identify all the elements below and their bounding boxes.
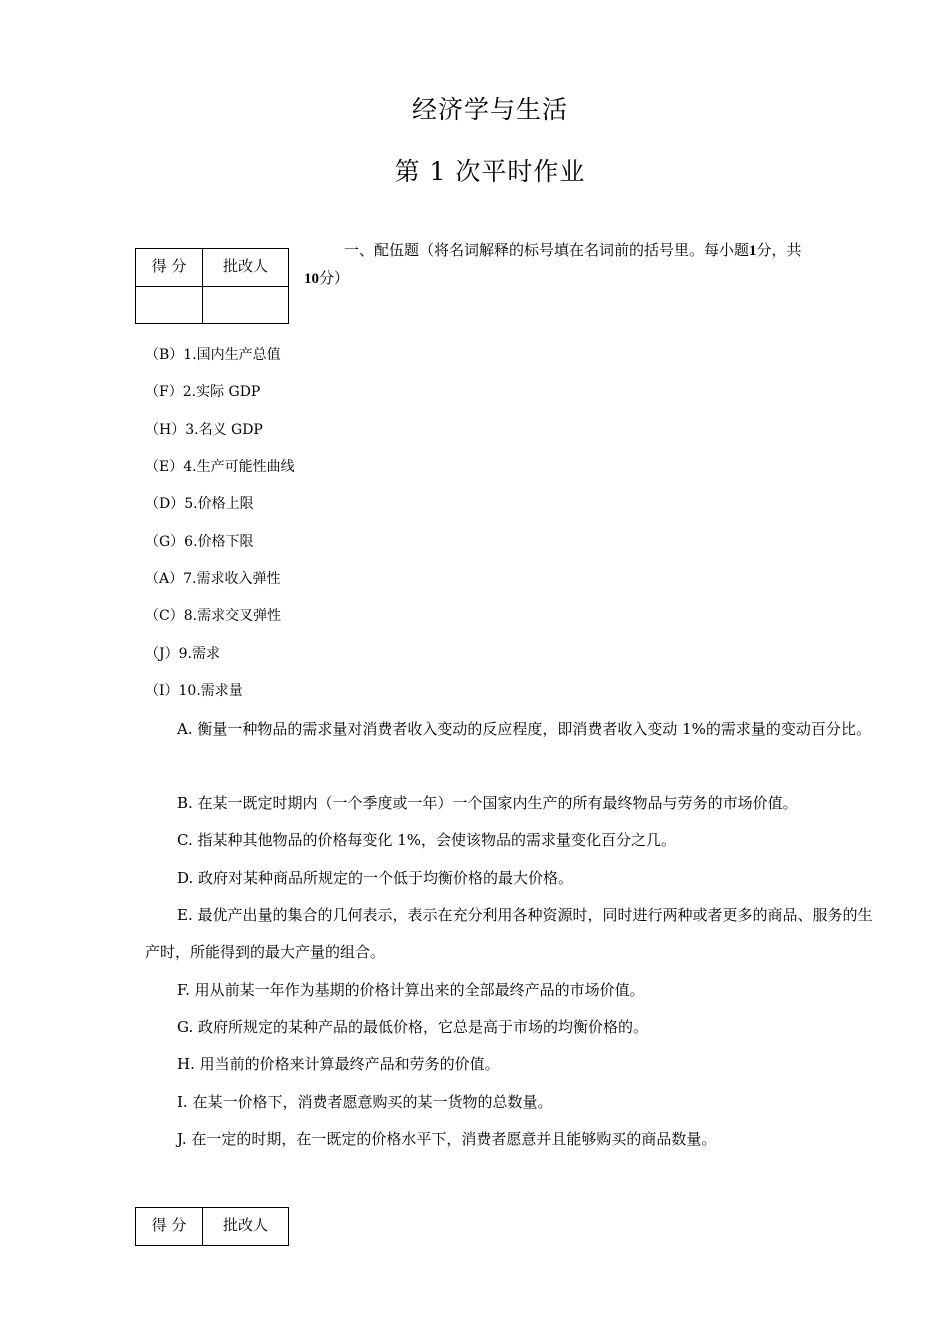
- definition-a: A. 衡量一种物品的需求量对消费者收入变动的反应程度，即消费者收入变动 1%的需求量的变动百分比。: [177, 720, 871, 738]
- instructions-text: 一、配伍题（将名词解释的标号填在名词前的括号里。每小题: [344, 241, 750, 259]
- match-item-9: （J）9.需求: [145, 646, 220, 662]
- match-item-3: （H）3.名义 GDP: [145, 422, 263, 438]
- points-each: 1: [749, 243, 757, 259]
- document-subtitle: 第 1 次平时作业: [394, 157, 586, 186]
- score-header-2: 得 分: [136, 1208, 203, 1246]
- match-item-6: （G）6.价格下限: [145, 534, 254, 550]
- definition-g: G. 政府所规定的某种产品的最低价格，它总是高于市场的均衡价格的。: [177, 1018, 648, 1036]
- score-table: [135, 248, 289, 324]
- score-header: 得 分: [136, 249, 203, 287]
- match-item-10: （I）10.需求量: [145, 683, 243, 699]
- match-item-8: （C）8.需求交叉弹性: [145, 608, 282, 624]
- score-table-2: [135, 1207, 289, 1246]
- definition-c: C. 指某种其他物品的价格每变化 1%，会使该物品的需求量变化百分之几。: [177, 831, 677, 849]
- grader-cell[interactable]: [203, 287, 289, 324]
- definition-e: E. 最优产出量的集合的几何表示，表示在充分利用各种资源时，同时进行两种或者更多的商品、服务的生产时，所能得到的最大产量的组合。: [145, 906, 873, 961]
- points-total: 10: [304, 271, 319, 287]
- instructions-text-mid: 分，共: [756, 241, 802, 259]
- definition-j: J. 在一定的时期，在一既定的价格水平下，消费者愿意并且能够购买的商品数量。: [177, 1130, 717, 1148]
- section1-instructions-line2: [304, 264, 349, 293]
- definition-b: B. 在某一既定时期内（一个季度或一年）一个国家内生产的所有最终物品与劳务的市场价值。: [177, 794, 798, 812]
- score-cell[interactable]: [136, 287, 203, 324]
- match-item-1: （B）1.国内生产总值: [145, 347, 281, 363]
- section1-instructions: [304, 236, 874, 265]
- instructions-text-end: 分）: [319, 269, 350, 287]
- match-item-5: （D）5.价格上限: [145, 496, 254, 512]
- match-item-7: （A）7.需求收入弹性: [145, 571, 281, 587]
- definition-d: D. 政府对某种商品所规定的一个低于均衡价格的最大价格。: [177, 869, 574, 887]
- match-item-4: （E）4.生产可能性曲线: [145, 459, 295, 475]
- grader-header-2: 批改人: [203, 1208, 289, 1246]
- definition-i: I. 在某一价格下，消费者愿意购买的某一货物的总数量。: [177, 1093, 553, 1111]
- definition-f: F. 用从前某一年作为基期的价格计算出来的全部最终产品的市场价值。: [177, 981, 645, 999]
- grader-header: 批改人: [203, 249, 289, 287]
- document-title: 经济学与生活: [411, 95, 568, 124]
- match-item-2: （F）2.实际 GDP: [145, 384, 261, 400]
- definition-h: H. 用当前的价格来计算最终产品和劳务的价值。: [177, 1055, 500, 1073]
